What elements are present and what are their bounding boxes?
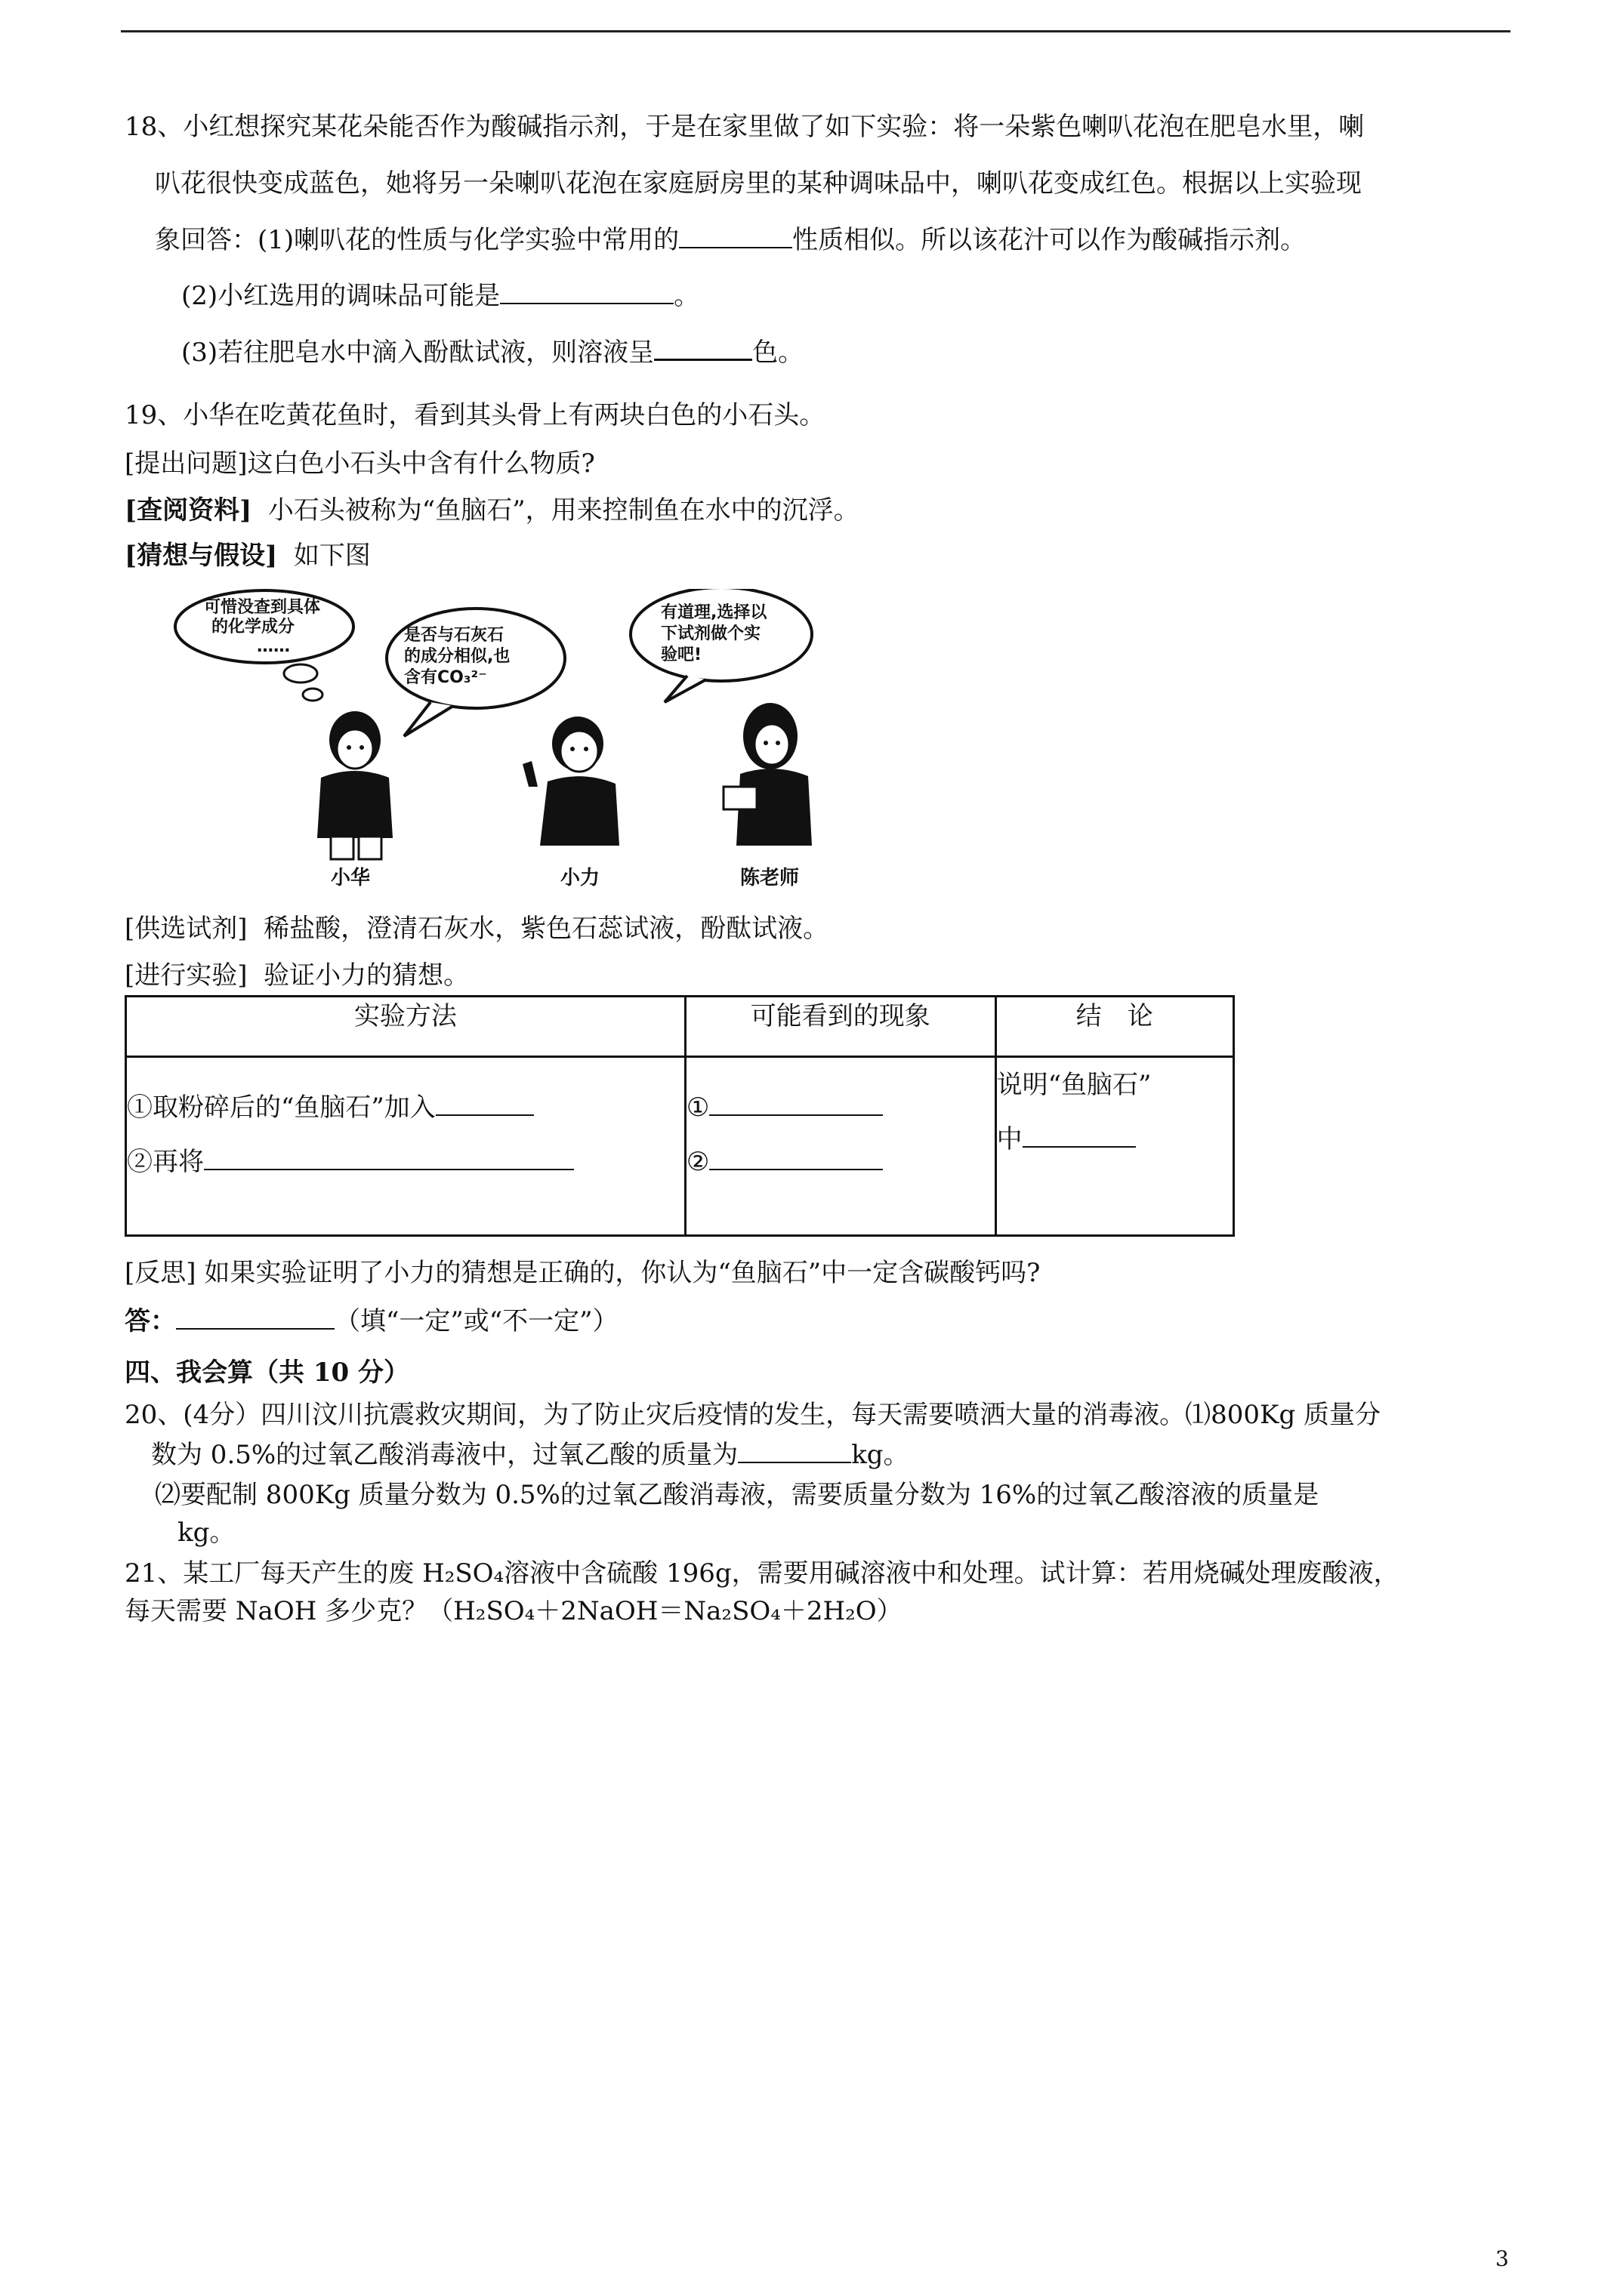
- table-cell-method: [126, 1057, 686, 1236]
- method-step-1: [127, 1080, 684, 1135]
- q20-line4: kg。: [177, 1518, 236, 1548]
- header-rule: [121, 30, 1510, 32]
- conclusion-2: [997, 1112, 1233, 1166]
- answer-blank[interactable]: [436, 1092, 534, 1116]
- comic-illustration: [174, 589, 838, 891]
- exp-label: [进行实验]: [125, 960, 248, 991]
- answer-blank[interactable]: [500, 280, 674, 304]
- q18-line5-pre: (3)若往肥皂水中滴入酚酞试液，则溶液呈: [181, 337, 655, 368]
- q21-line2: 每天需要 NaOH 多少克？（H₂SO₄＋2NaOH＝Na₂SO₄＋2H₂O）: [125, 1596, 903, 1626]
- ref-label: [查阅资料]: [125, 495, 252, 525]
- q18-line1: 18、小红想探究某花朵能否作为酸碱指示剂，于是在家里做了如下实验：将一朵紫色喇叭花泡在肥皂水里，喇: [125, 112, 1365, 142]
- reagent-text: 稀盐酸，澄清石灰水，紫色石蕊试液，酚酞试液。: [264, 914, 829, 944]
- answer-blank[interactable]: [679, 224, 792, 248]
- caption-chen-laoshi: 陈老师: [740, 867, 800, 889]
- q18-line3-post: 性质相似。所以该花汁可以作为酸碱指示剂。: [792, 225, 1307, 255]
- q18-line4: [181, 279, 699, 313]
- page-number: 3: [1495, 2246, 1509, 2271]
- phenomenon-2: [687, 1135, 995, 1189]
- answer-blank[interactable]: [709, 1146, 883, 1170]
- answer-blank[interactable]: [738, 1439, 851, 1463]
- q20-line2-post: kg。: [851, 1440, 909, 1470]
- phenomenon-2-text: ②: [686, 1147, 710, 1177]
- q19-answer: [125, 1305, 619, 1338]
- conclusion-1: 说明“鱼脑石”: [996, 1070, 1152, 1100]
- bubble-3-text: [661, 603, 767, 666]
- q20-line1: 20、(4分）四川汶川抗震救灾期间，为了防止灾后疫情的发生，每天需要喷洒大量的消毒液。⑴800Kg 质量分: [125, 1400, 1381, 1430]
- q19-experiment: [125, 959, 469, 992]
- q19-reflection: [反思] 如果实验证明了小力的猜想是正确的，你认为“鱼脑石”中一定含碳酸钙吗?: [125, 1258, 1041, 1288]
- caption-xiaohua: 小华: [331, 867, 371, 889]
- table-header-phenomenon: 可能看到的现象: [685, 997, 995, 1057]
- q19-hypothesis: [125, 539, 371, 572]
- answer-blank[interactable]: [1023, 1123, 1136, 1148]
- table-header-method: 实验方法: [126, 997, 686, 1057]
- q20-line3: ⑵要配制 800Kg 质量分数为 0.5%的过氧乙酸消毒液，需要质量分数为 16%的过氧乙酸溶液的质量是: [155, 1480, 1319, 1510]
- q19-question: [提出问题]这白色小石头中含有什么物质?: [125, 448, 595, 479]
- experiment-table: [125, 995, 1235, 1237]
- person-chen-laoshi: [724, 703, 812, 846]
- answer-blank[interactable]: [654, 336, 752, 361]
- bubble-1-line: 的化学成分: [211, 618, 295, 636]
- q20-line2-pre: 数为 0.5%的过氧乙酸消毒液中，过氧乙酸的质量为: [151, 1440, 739, 1470]
- table-cell-conclusion: [995, 1057, 1233, 1236]
- bubble-1-line: 可惜没查到具体: [204, 598, 321, 617]
- bubble-3-line: 验吧!: [661, 646, 702, 664]
- ref-text: 小石头被称为“鱼脑石”，用来控制鱼在水中的沉浮。: [267, 495, 859, 525]
- bubble-2-line: 是否与石灰石: [404, 626, 504, 645]
- answer-blank[interactable]: [204, 1146, 574, 1170]
- bubble-1-text: [204, 598, 320, 657]
- q20-line2: [151, 1438, 909, 1472]
- hyp-text: 如下图: [293, 541, 371, 571]
- method-step-2-text: ②再将: [127, 1147, 204, 1177]
- answer-blank[interactable]: [176, 1305, 335, 1330]
- answer-hint: （填“一定”或“不一定”）: [335, 1306, 619, 1336]
- exp-text: 验证小力的猜想。: [264, 960, 470, 991]
- answer-label: 答：: [125, 1306, 176, 1336]
- phenomenon-1: [687, 1080, 995, 1135]
- q18-line5-post: 色。: [752, 337, 804, 368]
- person-xiaoli: [523, 717, 619, 846]
- q18-line4-pre: (2)小红选用的调味品可能是: [181, 281, 501, 311]
- bubble-2-line: 的成分相似,也: [404, 647, 511, 666]
- hyp-label: [猜想与假设]: [125, 541, 278, 571]
- q19-intro: 19、小华在吃黄花鱼时，看到其头骨上有两块白色的小石头。: [125, 400, 825, 430]
- q18-line5: [181, 336, 804, 369]
- bubble-1-line: ……: [257, 637, 290, 656]
- bubble-3-line: 下试剂做个实: [661, 624, 761, 643]
- q18-line3: [155, 223, 1306, 257]
- q19-reagents: [125, 912, 828, 945]
- q19-reference: [125, 494, 859, 527]
- table-header-conclusion: 结 论: [995, 997, 1233, 1057]
- q18-line2: 叭花很快变成蓝色，她将另一朵喇叭花泡在家庭厨房里的某种调味品中，喇叭花变成红色。根据以上实验现: [155, 168, 1362, 199]
- person-xiaohua: [317, 711, 393, 859]
- phenomenon-1-text: ①: [686, 1093, 710, 1123]
- q18-line4-post: 。: [674, 281, 700, 311]
- bubble-2-text: [404, 625, 510, 689]
- conclusion-2-text: 中: [996, 1124, 1023, 1154]
- reagent-label: [供选试剂]: [125, 914, 248, 944]
- method-step-2: [127, 1135, 684, 1189]
- answer-blank[interactable]: [709, 1092, 883, 1116]
- table-cell-phenomenon: [685, 1057, 995, 1236]
- method-step-1-text: ①取粉碎后的“鱼脑石”加入: [127, 1093, 436, 1123]
- section-4-title: 四、我会算（共 10 分）: [125, 1358, 409, 1388]
- bubble-2-line: 含有CO₃²⁻: [404, 668, 487, 687]
- caption-xiaoli: 小力: [560, 867, 600, 889]
- q21-line1: 21、某工厂每天产生的废 H₂SO₄溶液中含硫酸 196g，需要用碱溶液中和处理。试计算：若用烧碱处理废酸液，: [125, 1558, 1399, 1589]
- bubble-3-line: 有道理,选择以: [661, 603, 767, 622]
- q18-line3-pre: 象回答：(1)喇叭花的性质与化学实验中常用的: [155, 225, 680, 255]
